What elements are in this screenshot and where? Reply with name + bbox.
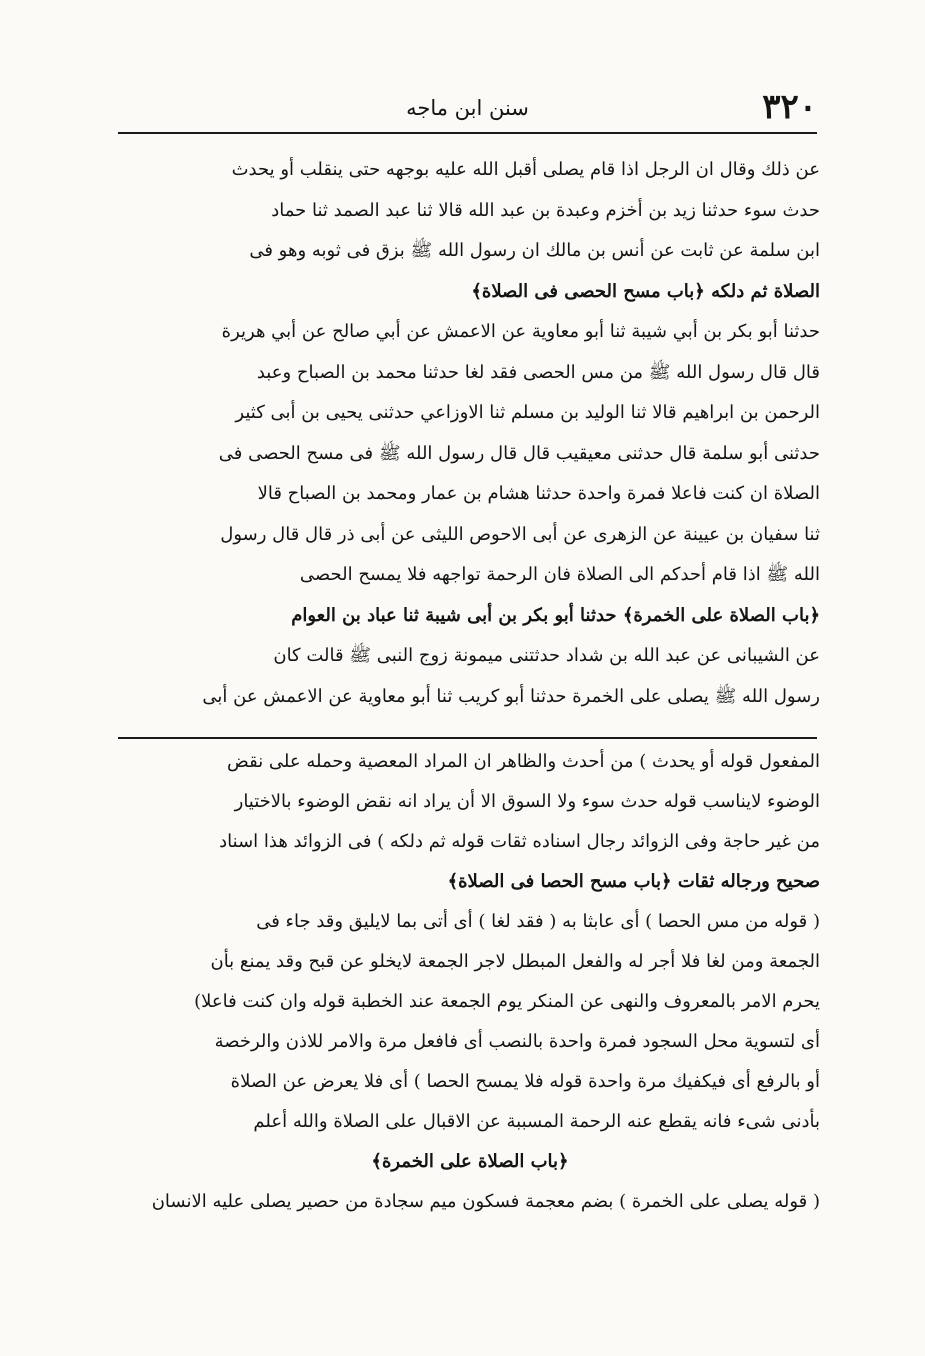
commentary-text (120, 742, 820, 1222)
commentary-line: الجمعة ومن لغا فلا أجر له والفعل المبطل لاجر الجمعة لايخلو عن قبح وقد يمنع بأن (210, 951, 820, 972)
commentary-line: الوضوء لايناسب قوله حدث سوء ولا السوق الا أن يراد انه نقض الوضوء بالاختيار (234, 791, 820, 812)
main-line: الصلاة ان كنت فاعلا فمرة واحدة حدثنا هشام بن عمار ومحمد بن الصباح قالا (257, 483, 820, 504)
commentary-line: أى لتسوية محل السجود فمرة واحدة بالنصب أى فافعل مرة والامر للاذن والرخصة (214, 1031, 820, 1052)
page-header (118, 84, 817, 134)
section-divider (118, 737, 817, 739)
commentary-line: المفعول قوله أو يحدث ) من أحدث والظاهر ان المراد المعصية وحمله على نقض (227, 751, 820, 772)
commentary-line-chapter-heading: صحيح ورجاله ثقات ﴿باب مسح الحصا فى الصلاة﴾ (447, 871, 820, 892)
main-line: عن الشيبانى عن عبد الله بن شداد حدثتنى ميمونة زوج النبى ﷺ قالت كان (273, 645, 820, 666)
running-title: سنن ابن ماجه (406, 96, 529, 120)
main-line: رسول الله ﷺ يصلى على الخمرة حدثنا أبو كريب ثنا أبو معاوية عن الاعمش عن أبى (202, 685, 820, 707)
main-line-chapter-heading: ﴿باب الصلاة على الخمرة﴾ حدثنا أبو بكر بن أبى شيبة ثنا عباد بن العوام (291, 604, 820, 626)
main-line: ثنا سفيان بن عيينة عن الزهرى عن أبى الاحوص الليثى عن أبى ذر قال قال رسول (220, 523, 820, 545)
commentary-line: ( قوله من مس الحصا ) أى عابثا به ( فقد لغا ) أى أتى بما لايليق وقد جاء فى (256, 911, 820, 932)
main-line-chapter-heading: الصلاة ثم دلكه ﴿باب مسح الحصى فى الصلاة﴾ (471, 280, 820, 302)
commentary-chapter-heading: ﴿باب الصلاة على الخمرة﴾ (371, 1151, 569, 1172)
main-line: حدث سوء حدثنا زيد بن أخزم وعبدة بن عبد الله قالا ثنا عبد الصمد ثنا حماد (271, 199, 820, 221)
main-line: حدثنا أبو بكر بن أبي شيبة ثنا أبو معاوية عن الاعمش عن أبي صالح عن أبي هريرة (221, 321, 820, 342)
commentary-line: ( قوله يصلى على الخمرة ) بضم معجمة فسكون ميم سجادة من حصير يصلى عليه الانسان (151, 1191, 820, 1212)
commentary-line: يحرم الامر بالمعروف والنهى عن المنكر يوم الجمعة عند الخطبة قوله وان كنت فاعلا) (194, 991, 820, 1012)
main-line: الله ﷺ اذا قام أحدكم الى الصلاة فان الرحمة تواجهه فلا يمسح الحصى (299, 564, 820, 585)
main-line: ابن سلمة عن ثابت عن أنس بن مالك ان رسول الله ﷺ بزق فى ثوبه وهو فى (249, 240, 820, 261)
main-line: عن ذلك وقال ان الرجل اذا قام يصلى أقبل الله عليه بوجهه حتى ينقلب أو يحدث (231, 159, 820, 180)
hadith-text (120, 150, 820, 717)
page-number: ٣٢٠ (762, 87, 817, 127)
main-line: قال قال رسول الله ﷺ من مس الحصى فقد لغا حدثنا محمد بن الصباح وعبد (256, 361, 820, 383)
commentary-line: أو بالرفع أى فيكفيك مرة واحدة قوله فلا يمسح الحصا ) أى فلا يعرض عن الصلاة (230, 1071, 820, 1092)
commentary-line: بأدنى شىء فانه يقطع عنه الرحمة المسببة عن الاقبال على الصلاة والله أعلم (253, 1111, 820, 1132)
main-line: الرحمن بن ابراهيم قالا ثنا الوليد بن مسلم ثنا الاوزاعي حدثنى يحيى بن أبى كثير (235, 402, 820, 423)
commentary-line: من غير حاجة وفى الزوائد رجال اسناده ثقات قوله ثم دلكه ) فى الزوائد هذا اسناد (219, 831, 820, 852)
main-line: حدثنى أبو سلمة قال حدثنى معيقيب قال قال رسول الله ﷺ فى مسح الحصى فى (218, 442, 820, 464)
